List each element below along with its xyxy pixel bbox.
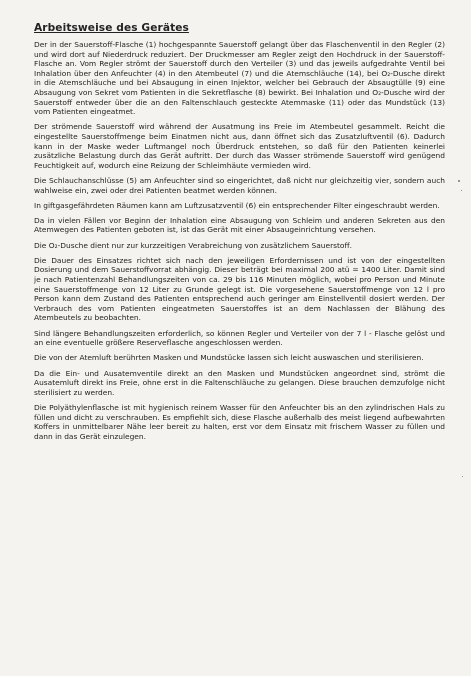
paragraph-1: Der in der Sauerstoff-Flasche (1) hochgespannte Sauerstoff gelangt über das Flaschenventil in den Regler (2) und wird dort auf Niederdruck reduziert. Der Druckmesser am Regler zeigt den Hochdruck in der Sauerstoff-Flasche an. Vom Regler strömt der Sauerstoff durch den Verteiler (3) und das jeweils aufgedrahte Ventil bei Inhalation über den Anfeuchter (4) in den Atembeutel (7) und die Atemschläuche (14), bei O₂-Dusche direkt in die Atemschläuche und bei Absaugung in einen Injektor, welcher bei Gebrauch der Absaugtülle (9) eine Absaugung von Sekret vom Patienten in die Sekretflasche (8) bewirkt. Bei Inhalation und O₂-Dusche wird der Sauerstoff entweder über die an den Faltenschlauch gesteckte Atemmaske (11) oder das Mundstück (13) vom Patienten eingeatmet. — [34, 40, 445, 117]
paragraph-5: Da in vielen Fällen vor Beginn der Inhalation eine Absaugung von Schleim und anderen Sekreten aus den Atemwegen des Patienten geboten ist, ist das Gerät mit einer Absaugeinrichtung versehen. — [34, 215, 445, 235]
scan-speck — [462, 476, 463, 477]
scan-speck — [461, 190, 462, 191]
scan-speck — [458, 180, 460, 182]
paragraph-3: Die Schlauchanschlüsse (5) am Anfeuchter sind so eingerichtet, daß nicht nur gleichzeitig vier, sondern auch wahlweise ein, zwei oder drei Patienten beatmet werden können. — [34, 175, 445, 195]
paragraph-2: Der strömende Sauerstoff wird während der Ausatmung ins Freie im Atembeutel gesammelt. Reicht die eingestellte Sauerstoffmenge beim Einatmen nicht aus, dann öffnet sich das Zusatzluftventil (6). Dadurch kann in der Maske weder Luftmangel noch Überdruck entstehen, so daß für den Patienten keinerlei zusätzliche Belastung durch das Gerät auftritt. Der durch das Wasser strömende Sauerstoff wird genügend Feuchtigkeit auf, wodurch eine Reizung der Schleimhäute vermieden wird. — [34, 122, 445, 170]
paragraph-10: Da die Ein- und Ausatemventile direkt an den Masken und Mundstücken angeordnet sind, strömt die Ausatemluft direkt ins Freie, ohne erst in die Faltenschläuche zu gelangen. Diese brauchen demzufolge nicht sterilisiert zu werden. — [34, 368, 445, 397]
paragraph-4: In giftgasgefährdeten Räumen kann am Luftzusatzventil (6) ein entsprechender Filter eingeschraubt werden. — [34, 200, 440, 210]
paragraph-6: Die O₂-Dusche dient nur zur kurzzeitigen Verabreichung von zusätzlichem Sauerstoff. — [34, 240, 352, 250]
paragraph-11: Die Polyäthylenflasche ist mit hygienisch reinem Wasser für den Anfeuchter bis an den zylindrischen Hals zu füllen und dicht zu verschrauben. Es empfiehlt sich, diese Flasche außerhalb des meist liegend aufbewahrten Koffers in unmittelbarer Nähe leer bereit zu halten, erst vor dem Einsatz mit frischem Wasser zu füllen und dann in das Gerät einzulegen. — [34, 402, 445, 441]
paragraph-9: Die von der Atemluft berührten Masken und Mundstücke lassen sich leicht auswaschen und sterilisieren. — [34, 353, 424, 363]
page-title: Arbeitsweise des Gerätes — [34, 22, 189, 34]
paragraph-7: Die Dauer des Einsatzes richtet sich nach den jeweiligen Erfordernissen und ist von der eingestellten Dosierung und dem Sauerstoffvorrat abhängig. Dieser beträgt bei maximal 200 atü = 1400 Liter. Damit sind je nach Patientenzahl Behandlungszeiten von ca. 29 bis 116 Minuten möglich, wobei pro Person und Minute eine Sauerstoffmenge von 12 Liter zu Grunde gelegt ist. Die vorgesehene Sauerstoffmenge von 12 l pro Person kann dem Zustand des Patienten entsprechend auch geringer am Einstellventil dosiert werden. Der Verbrauch des vom Patienten eingeatmeten Sauerstoffes ist an dem Nachlassen der Blähung des Atembeutels zu beobachten. — [34, 255, 445, 323]
paragraph-8: Sind längere Behandlungszeiten erforderlich, so können Regler und Verteiler von der 7 l - Flasche gelöst und an eine eventuelle größere Reserveflasche angeschlossen werden. — [34, 328, 445, 348]
